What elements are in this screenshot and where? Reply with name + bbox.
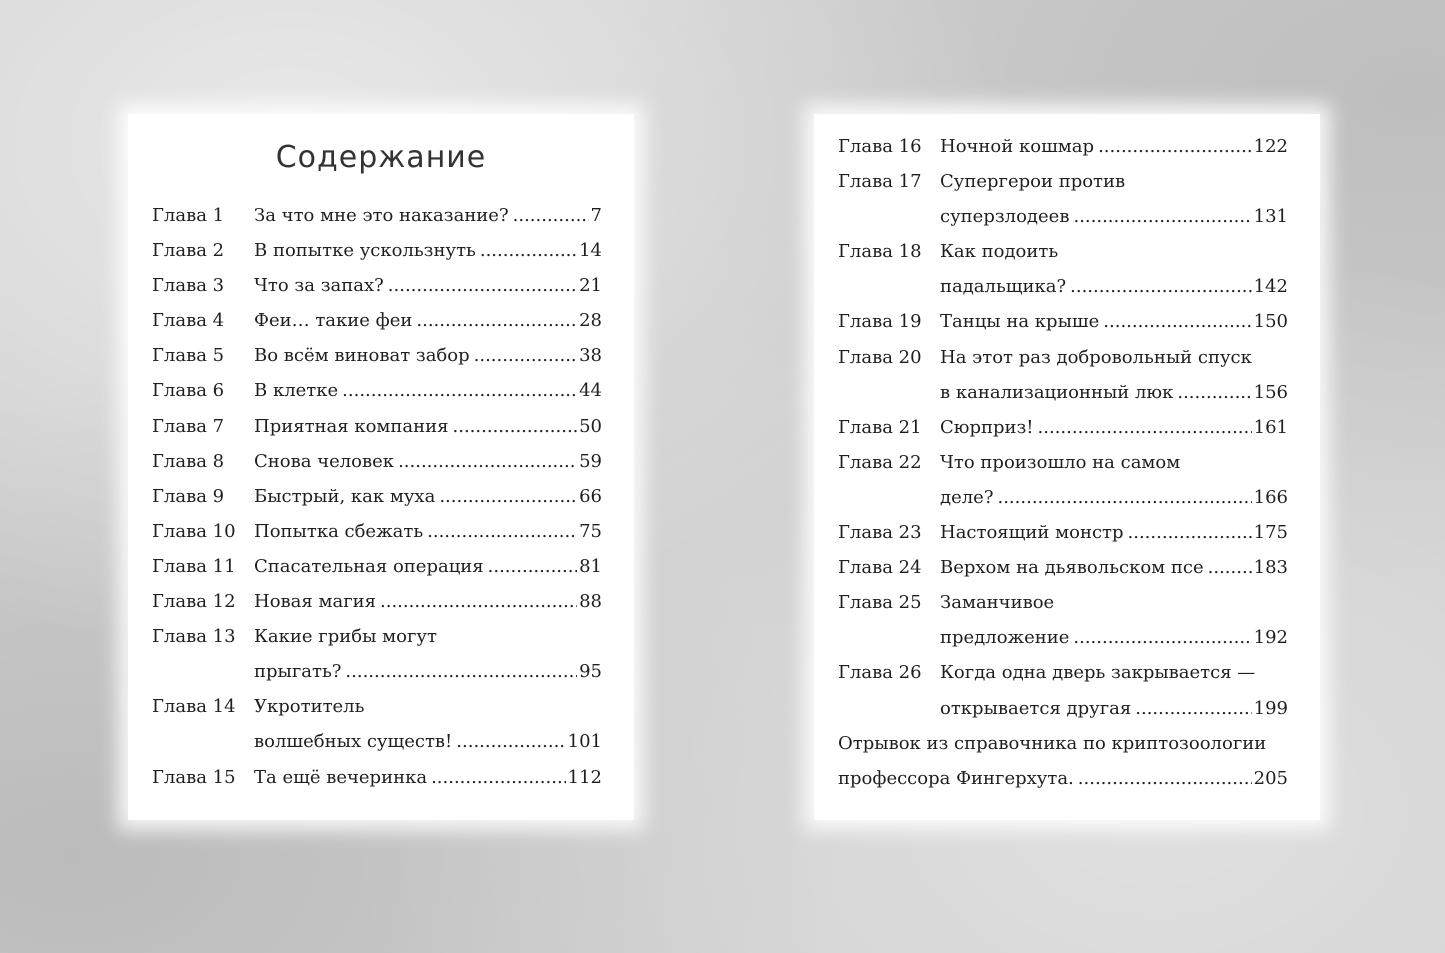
toc-entry [838,655,1288,725]
chapter-title-line [940,655,1288,690]
toc-entry [838,164,1288,234]
toc-entry [152,549,602,584]
chapter-title [940,129,1288,164]
toc-entry [838,515,1288,550]
chapter-title-text: Укротитель [254,696,365,718]
chapter-title-text: Заманчивое [940,592,1055,614]
leader-dots [1103,304,1251,339]
chapter-title-text: падальщика? [940,276,1067,298]
page-number: 50 [579,415,602,437]
chapter-title-text: Что за запах? [254,275,384,297]
left-page [128,114,634,820]
chapter-title-line [940,164,1288,199]
chapter-label: Глава 11 [152,555,236,577]
chapter-title-text: Сюрприз! [940,416,1034,438]
chapter-title [254,760,602,795]
chapter-title [940,655,1288,725]
chapter-title-line [940,269,1288,304]
chapter-title [940,164,1288,234]
chapter-title [940,515,1288,550]
chapter-label: Глава 3 [152,275,225,297]
chapter-title-text: Верхом на дьявольском псе [940,557,1204,579]
toc-entry [152,479,602,514]
page-number: 7 [590,205,602,226]
leader-dots [398,444,577,479]
excerpt-text: профессора Фингерхута. [838,767,1074,789]
chapter-title-line [940,515,1288,550]
page-number: 44 [579,380,602,402]
leader-dots [439,479,577,514]
chapter-title-line [940,304,1288,339]
chapter-label: Глава 21 [838,416,922,438]
chapter-label: Глава 6 [152,380,225,402]
page-number: 14 [579,240,602,262]
chapter-title-line [254,689,602,724]
chapter-label: Глава 5 [152,345,225,367]
chapter-title-text: Во всём виноват забор [254,345,470,367]
toc-entry [838,340,1288,410]
chapter-title [254,268,602,303]
chapter-label: Глава 10 [152,520,236,542]
chapter-title-text: прыгать? [254,661,342,683]
page-number: 101 [567,731,602,753]
chapter-title-text: предложение [940,627,1070,649]
chapter-title [940,234,1288,304]
page-number: 88 [579,591,602,613]
page-number: 38 [579,345,602,367]
leader-dots [416,303,577,338]
leader-dots [342,373,577,408]
chapter-label: Глава 8 [152,450,225,472]
chapter-title-text: Как подоить [940,241,1059,263]
toc-entry [838,550,1288,585]
chapter-label: Глава 18 [838,241,922,263]
chapter-title [254,198,602,233]
page-number: 21 [579,275,602,297]
chapter-title-line [254,760,602,795]
chapter-title-line [254,409,602,444]
chapter-label: Глава 9 [152,485,225,507]
chapter-title [254,233,602,268]
chapter-title-text: Быстрый, как муха [254,485,436,507]
chapter-title-text: Попытка сбежать [254,520,424,542]
page-number: 183 [1253,557,1288,579]
chapter-title [940,340,1288,410]
chapter-title-line [940,410,1288,445]
chapter-title-line [254,268,602,303]
chapter-title-line [254,549,602,584]
toc-entry [152,373,602,408]
page-number: 175 [1253,522,1288,544]
toc-entry [838,234,1288,304]
chapter-title-line [254,444,602,479]
chapter-label: Глава 19 [838,311,922,333]
leader-dots [1078,761,1252,796]
chapter-title-line [940,445,1288,480]
chapter-title-text: волшебных существ! [254,731,453,753]
toc-entries-right [838,129,1288,726]
chapter-label: Глава 20 [838,346,922,368]
chapter-title-text: За что мне это наказание? [254,205,509,226]
page-number: 95 [579,661,602,683]
chapter-title-text: суперзлодеев [940,206,1070,228]
chapter-title-text: открывается другая [940,697,1132,719]
toc-entry [152,514,602,549]
chapter-label: Глава 17 [838,171,922,193]
page-number: 199 [1253,697,1288,719]
chapter-title-line [254,654,602,689]
chapter-title-line [940,129,1288,164]
chapter-title-text: На этот раз добровольный спуск [940,346,1252,368]
chapter-title-text: Ночной кошмар [940,136,1095,157]
right-page [814,114,1320,820]
leader-dots [1177,375,1251,410]
toc-list-right [838,129,1288,796]
chapter-title-line [254,479,602,514]
chapter-label: Глава 23 [838,522,922,544]
toc-entry [838,445,1288,515]
chapter-title-text: В попытке ускользнуть [254,240,476,262]
chapter-title-text: В клетке [254,380,339,402]
toc-entry [152,303,602,338]
toc-entry [152,268,602,303]
chapter-title-line [940,234,1288,269]
chapter-title-text: Когда одна дверь закрывается — [940,662,1256,684]
chapter-title [254,479,602,514]
toc-entry [152,338,602,373]
chapter-title-text: Феи… такие феи [254,310,413,332]
chapter-title-line [940,480,1288,515]
leader-dots [1128,515,1252,550]
toc-entry [152,619,602,689]
chapter-title-text: Что произошло на самом [940,451,1181,473]
page-number: 166 [1253,486,1288,508]
chapter-title-text: в канализационный люк [940,381,1174,403]
toc-entry [838,304,1288,339]
chapter-title-text: Новая магия [254,591,376,613]
leader-dots [453,409,578,444]
chapter-title [940,550,1288,585]
leader-dots [488,549,577,584]
leader-dots [431,760,566,795]
chapter-title-line [254,514,602,549]
leader-dots [513,198,589,233]
leader-dots [1038,410,1252,445]
leader-dots [380,584,577,619]
chapter-title [940,304,1288,339]
chapter-title-line [940,620,1288,655]
leader-dots [345,654,577,689]
chapter-title-text: Настоящий монстр [940,522,1124,544]
chapter-title-line [940,199,1288,234]
chapter-title [940,410,1288,445]
page-number: 161 [1253,416,1288,438]
page-number: 150 [1253,311,1288,333]
toc-list-left [152,198,602,795]
leader-dots [997,480,1251,515]
leader-dots [1135,691,1251,726]
chapter-title [254,409,602,444]
leader-dots [1098,129,1252,164]
leader-dots [474,338,577,373]
chapter-label: Глава 14 [152,696,236,718]
chapter-title [254,338,602,373]
leader-dots [456,724,565,759]
chapter-title-text: деле? [940,486,994,508]
toc-entry [838,129,1288,164]
page-number: 66 [579,485,602,507]
chapter-title-line [940,585,1288,620]
leader-dots [388,268,577,303]
page-number: 205 [1253,767,1288,789]
chapter-label: Глава 1 [152,205,225,226]
leader-dots [1208,550,1252,585]
page-number: 28 [579,310,602,332]
leader-dots [1073,199,1251,234]
chapter-title [254,584,602,619]
chapter-title [254,303,602,338]
chapter-title-line [940,691,1288,726]
toc-entry [152,233,602,268]
page-number: 131 [1253,206,1288,228]
page-number: 122 [1253,136,1288,157]
chapter-title-text: Та ещё вечеринка [254,766,428,788]
toc-entry [838,410,1288,445]
chapter-title [940,585,1288,655]
chapter-label: Глава 24 [838,557,922,579]
page-number: 192 [1253,627,1288,649]
chapter-title-line [940,340,1288,375]
toc-entry [152,689,602,759]
chapter-title [254,619,602,689]
chapter-title [254,549,602,584]
chapter-title-text: Танцы на крыше [940,311,1100,333]
chapter-label: Глава 25 [838,592,922,614]
chapter-title-line [254,198,602,233]
page-number: 156 [1253,381,1288,403]
chapter-title-text: Приятная компания [254,415,449,437]
toc-entry [152,584,602,619]
chapter-title-line [254,724,602,759]
chapter-label: Глава 26 [838,662,922,684]
chapter-title-line [254,303,602,338]
chapter-title-text: Супергерои против [940,171,1126,193]
leader-dots [480,233,577,268]
leader-dots [1070,269,1252,304]
chapter-title-line [254,584,602,619]
chapter-title [254,689,602,759]
chapter-title-line [254,338,602,373]
chapter-label: Глава 7 [152,415,225,437]
toc-entry [152,760,602,795]
leader-dots [427,514,577,549]
chapter-title-text: Спасательная операция [254,555,484,577]
toc-heading: Содержание [275,140,487,175]
chapter-title-text: Снова человек [254,450,395,472]
chapter-label: Глава 15 [152,766,236,788]
chapter-label: Глава 2 [152,240,225,262]
chapter-label: Глава 12 [152,591,236,613]
chapter-title-line [254,373,602,408]
toc-entry [152,409,602,444]
chapter-title [254,373,602,408]
chapter-title [254,444,602,479]
chapter-title-line [940,550,1288,585]
chapter-title [254,514,602,549]
page-number: 142 [1253,276,1288,298]
chapter-label: Глава 22 [838,451,922,473]
chapter-title [940,445,1288,515]
chapter-label: Глава 16 [838,136,922,157]
chapter-title-line [940,375,1288,410]
toc-entry [152,444,602,479]
excerpt-text: Отрывок из справочника по криптозоологии [838,732,1267,754]
page-number: 81 [579,555,602,577]
excerpt-line-1 [838,726,1288,761]
toc-entry [152,198,602,233]
chapter-title-line [254,233,602,268]
chapter-title-text: Какие грибы могут [254,626,437,648]
excerpt-line-2 [838,761,1288,796]
page-number: 59 [579,450,602,472]
toc-entry [838,585,1288,655]
chapter-label: Глава 13 [152,626,236,648]
leader-dots [1073,620,1251,655]
page-number: 75 [579,520,602,542]
page-number: 112 [567,766,602,788]
chapter-label: Глава 4 [152,310,225,332]
toc-entry-excerpt [838,726,1288,796]
chapter-title-line [254,619,602,654]
